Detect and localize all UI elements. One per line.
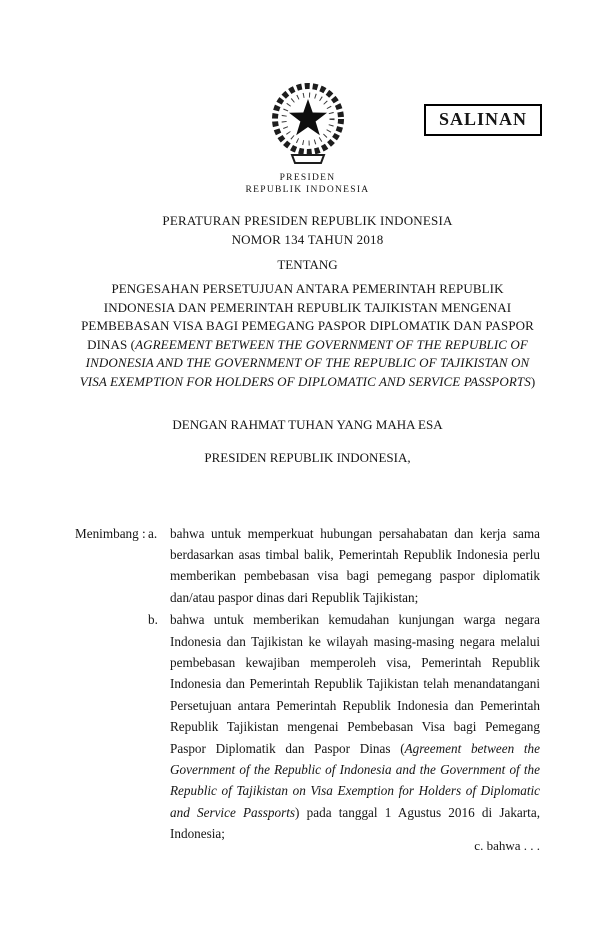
item-marker: b. xyxy=(148,612,158,628)
regulation-title xyxy=(75,212,540,249)
menimbang-item-a xyxy=(148,523,540,609)
page-continuation-catchword: c. bahwa . . . xyxy=(474,838,540,853)
item-text: bahwa untuk memperkuat hubungan persahabatan dan kerja sama berdasarkan asas timbal balik, Pemerintah Republik Indonesia perlu memberikan pembebasan visa bagi pemegang paspor diplomatik dan/atau paspor dinas dari Republik Tajikistan; xyxy=(170,525,540,605)
tentang-label: TENTANG xyxy=(277,257,338,272)
menimbang-label: Menimbang : xyxy=(75,525,146,541)
item-text: bahwa untuk memberikan kemudahan kunjungan warga negara Indonesia dan Tajikistan ke wilayah masing-masing negara melalui pembebasan kewajiban memperoleh visa, Pemerintah Republik Indonesia dan Pemerintah Republik Tajikistan telah menandatangani Persetujuan antara Pemerintah Republik Indonesia dan Pemerintah Republik Tajikistan mengenai Pembebasan Visa bagi Pemegang Paspor Diplomatik dan Paspor Dinas (Agreement between the Government of the Republic of Indonesia and the Government of the Republic of Tajikistan on Visa Exemption for Holders of Diplomatic and Service Passports) pada tanggal 1 Agustus 2016 di Jakarta, Indonesia; xyxy=(170,612,540,842)
item-marker: a. xyxy=(148,525,158,541)
menimbang-items xyxy=(148,523,540,845)
letterhead xyxy=(75,172,540,196)
authority-line: PRESIDEN REPUBLIK INDONESIA, xyxy=(204,449,411,465)
menimbang-item-b xyxy=(148,609,540,844)
letterhead-presiden: PRESIDEN xyxy=(279,173,336,183)
menimbang-section xyxy=(75,523,540,845)
garuda-star-icon xyxy=(258,77,358,171)
regulation-number: NOMOR 134 TAHUN 2018 xyxy=(231,231,384,247)
presidential-emblem xyxy=(258,78,358,170)
regulation-title-line1: PERATURAN PRESIDEN REPUBLIK INDONESIA xyxy=(162,213,453,228)
regulation-subject: PENGESAHAN PERSETUJUAN ANTARA PEMERINTAH REPUBLIK INDONESIA DAN PEMERINTAH REPUBLIK TAJIKISTAN MENGENAI PEMBEBASAN VISA BAGI PEMEGANG PASPOR DIPLOMATIK DAN PASPOR DINAS (AGREEMENT BETWEEN THE GOVERNMENT OF THE REPUBLIC OF INDONESIA AND THE GOVERNMENT OF THE REPUBLIC OF TAJIKISTAN ON VISA EXEMPTION FOR HOLDERS OF DIPLOMATIC AND SERVICE PASSPORTS) xyxy=(79,281,536,389)
salinan-badge: SALINAN xyxy=(424,104,542,136)
grace-line: DENGAN RAHMAT TUHAN YANG MAHA ESA xyxy=(172,416,443,432)
letterhead-republik-indonesia: REPUBLIK INDONESIA xyxy=(245,185,370,195)
